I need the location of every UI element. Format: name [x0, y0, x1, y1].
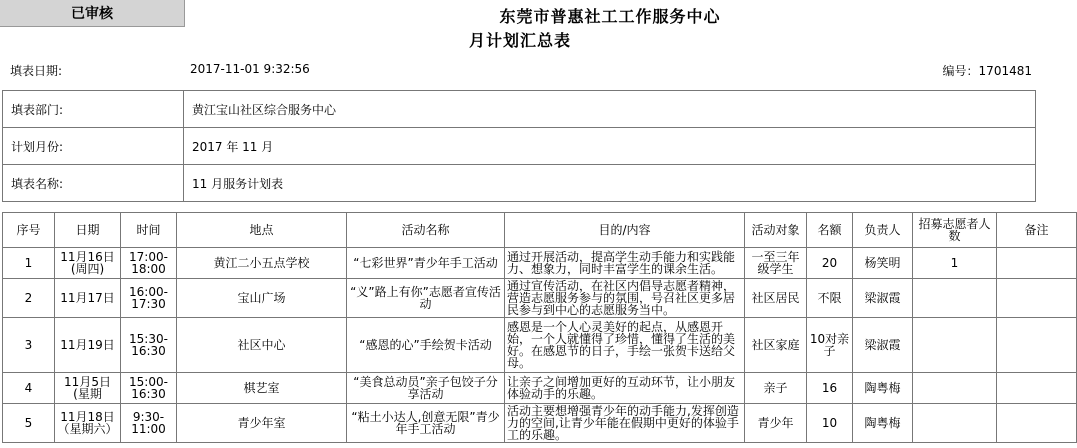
cell-volunteers [913, 373, 997, 404]
info-row-name [3, 165, 1036, 202]
cell-activity: “美食总动员”亲子包饺子分享活动 [347, 373, 505, 404]
cell-place: 宝山广场 [177, 279, 347, 318]
cell-remark [997, 248, 1077, 279]
cell-place: 棋艺室 [177, 373, 347, 404]
table-row [3, 373, 1077, 404]
col-header-time: 时间 [121, 213, 177, 248]
info-table [2, 90, 1036, 202]
cell-place: 青少年室 [177, 404, 347, 443]
col-header-no: 序号 [3, 213, 55, 248]
table-row [3, 279, 1077, 318]
col-header-volunteers: 招募志愿者人数 [913, 213, 997, 248]
cell-target: 社区家庭 [745, 318, 807, 373]
cell-time: 16:00-17:30 [121, 279, 177, 318]
cell-volunteers: 1 [913, 248, 997, 279]
cell-quota: 20 [807, 248, 853, 279]
cell-no: 4 [3, 373, 55, 404]
cell-date: 11月16日(周四) [55, 248, 121, 279]
cell-no: 1 [3, 248, 55, 279]
cell-leader: 陶粤梅 [853, 404, 913, 443]
cell-target: 青少年 [745, 404, 807, 443]
cell-remark [997, 318, 1077, 373]
info-row-dept [3, 91, 1036, 128]
cell-no: 2 [3, 279, 55, 318]
fill-date-value: 2017-11-01 9:32:56 [190, 62, 310, 76]
plan-table [2, 212, 1077, 443]
dept-label: 填表部门: [3, 91, 184, 128]
col-header-place: 地点 [177, 213, 347, 248]
table-header-row [3, 213, 1077, 248]
cell-activity: “感恩的心”手绘贺卡活动 [347, 318, 505, 373]
col-header-quota: 名额 [807, 213, 853, 248]
cell-target: 亲子 [745, 373, 807, 404]
cell-target: 社区居民 [745, 279, 807, 318]
cell-content: 通过开展活动，提高学生动手能力和实践能力、想象力，同时丰富学生的课余生活。 [505, 248, 745, 279]
cell-no: 5 [3, 404, 55, 443]
table-row [3, 248, 1077, 279]
cell-no: 3 [3, 318, 55, 373]
cell-date: 11月19日 [55, 318, 121, 373]
cell-quota: 10 [807, 404, 853, 443]
fill-date-label: 填表日期: [10, 64, 63, 78]
form-title: 月计划汇总表 [468, 31, 571, 50]
cell-content: 感恩是一个人心灵美好的起点，从感恩开始，一个人就懂得了珍惜，懂得了生活的美好。在感恩节的日子，手绘一张贺卡送给父母。 [505, 318, 745, 373]
form-name-value: 11 月服务计划表 [184, 165, 1036, 202]
col-header-target: 活动对象 [745, 213, 807, 248]
cell-date: 11月17日 [55, 279, 121, 318]
dept-value: 黄江宝山社区综合服务中心 [184, 91, 1036, 128]
cell-quota: 不限 [807, 279, 853, 318]
cell-volunteers [913, 318, 997, 373]
cell-place: 社区中心 [177, 318, 347, 373]
info-row-month [3, 128, 1036, 165]
status-tab[interactable]: 已审核 [0, 0, 185, 27]
col-header-leader: 负责人 [853, 213, 913, 248]
cell-leader: 梁淑霞 [853, 279, 913, 318]
cell-time: 9:30-11:00 [121, 404, 177, 443]
form-name-label: 填表名称: [3, 165, 184, 202]
cell-leader: 梁淑霞 [853, 318, 913, 373]
cell-remark [997, 404, 1077, 443]
cell-leader: 杨笑明 [853, 248, 913, 279]
cell-quota: 10对亲子 [807, 318, 853, 373]
cell-remark [997, 279, 1077, 318]
cell-date: 11月18日（星期六） [55, 404, 121, 443]
cell-content: 让亲子之间增加更好的互动环节，让小朋友体验动手的乐趣。 [505, 373, 745, 404]
cell-volunteers [913, 279, 997, 318]
table-row [3, 318, 1077, 373]
cell-target: 一至三年级学生 [745, 248, 807, 279]
cell-activity: “义”路上有你”志愿者宣传活动 [347, 279, 505, 318]
cell-content: 活动主要想增强青少年的动手能力,发挥创造力的空间,让青少年能在假期中更好的体验手工的乐趣。 [505, 404, 745, 443]
cell-leader: 陶粤梅 [853, 373, 913, 404]
cell-content: 通过宣传活动，在社区内倡导志愿者精神，营造志愿服务参与的氛围，号召社区更多居民参与到中心的志愿服务当中。 [505, 279, 745, 318]
cell-quota: 16 [807, 373, 853, 404]
cell-activity: “七彩世界”青少年手工活动 [347, 248, 505, 279]
col-header-activity: 活动名称 [347, 213, 505, 248]
cell-activity: “粘土小达人,创意无限”青少年手工活动 [347, 404, 505, 443]
cell-date: 11月5日(星期 [55, 373, 121, 404]
form-number: 编号：1701481 [942, 64, 1032, 78]
month-label: 计划月份: [3, 128, 184, 165]
cell-place: 黄江二小五点学校 [177, 248, 347, 279]
cell-remark [997, 373, 1077, 404]
org-title: 东莞市普惠社工工作服务中心 [499, 7, 721, 26]
col-header-content: 目的/内容 [505, 213, 745, 248]
table-row [3, 404, 1077, 443]
cell-time: 17:00-18:00 [121, 248, 177, 279]
month-value: 2017 年 11 月 [184, 128, 1036, 165]
cell-time: 15:30-16:30 [121, 318, 177, 373]
col-header-remark: 备注 [997, 213, 1077, 248]
col-header-date: 日期 [55, 213, 121, 248]
cell-volunteers [913, 404, 997, 443]
cell-time: 15:00-16:30 [121, 373, 177, 404]
